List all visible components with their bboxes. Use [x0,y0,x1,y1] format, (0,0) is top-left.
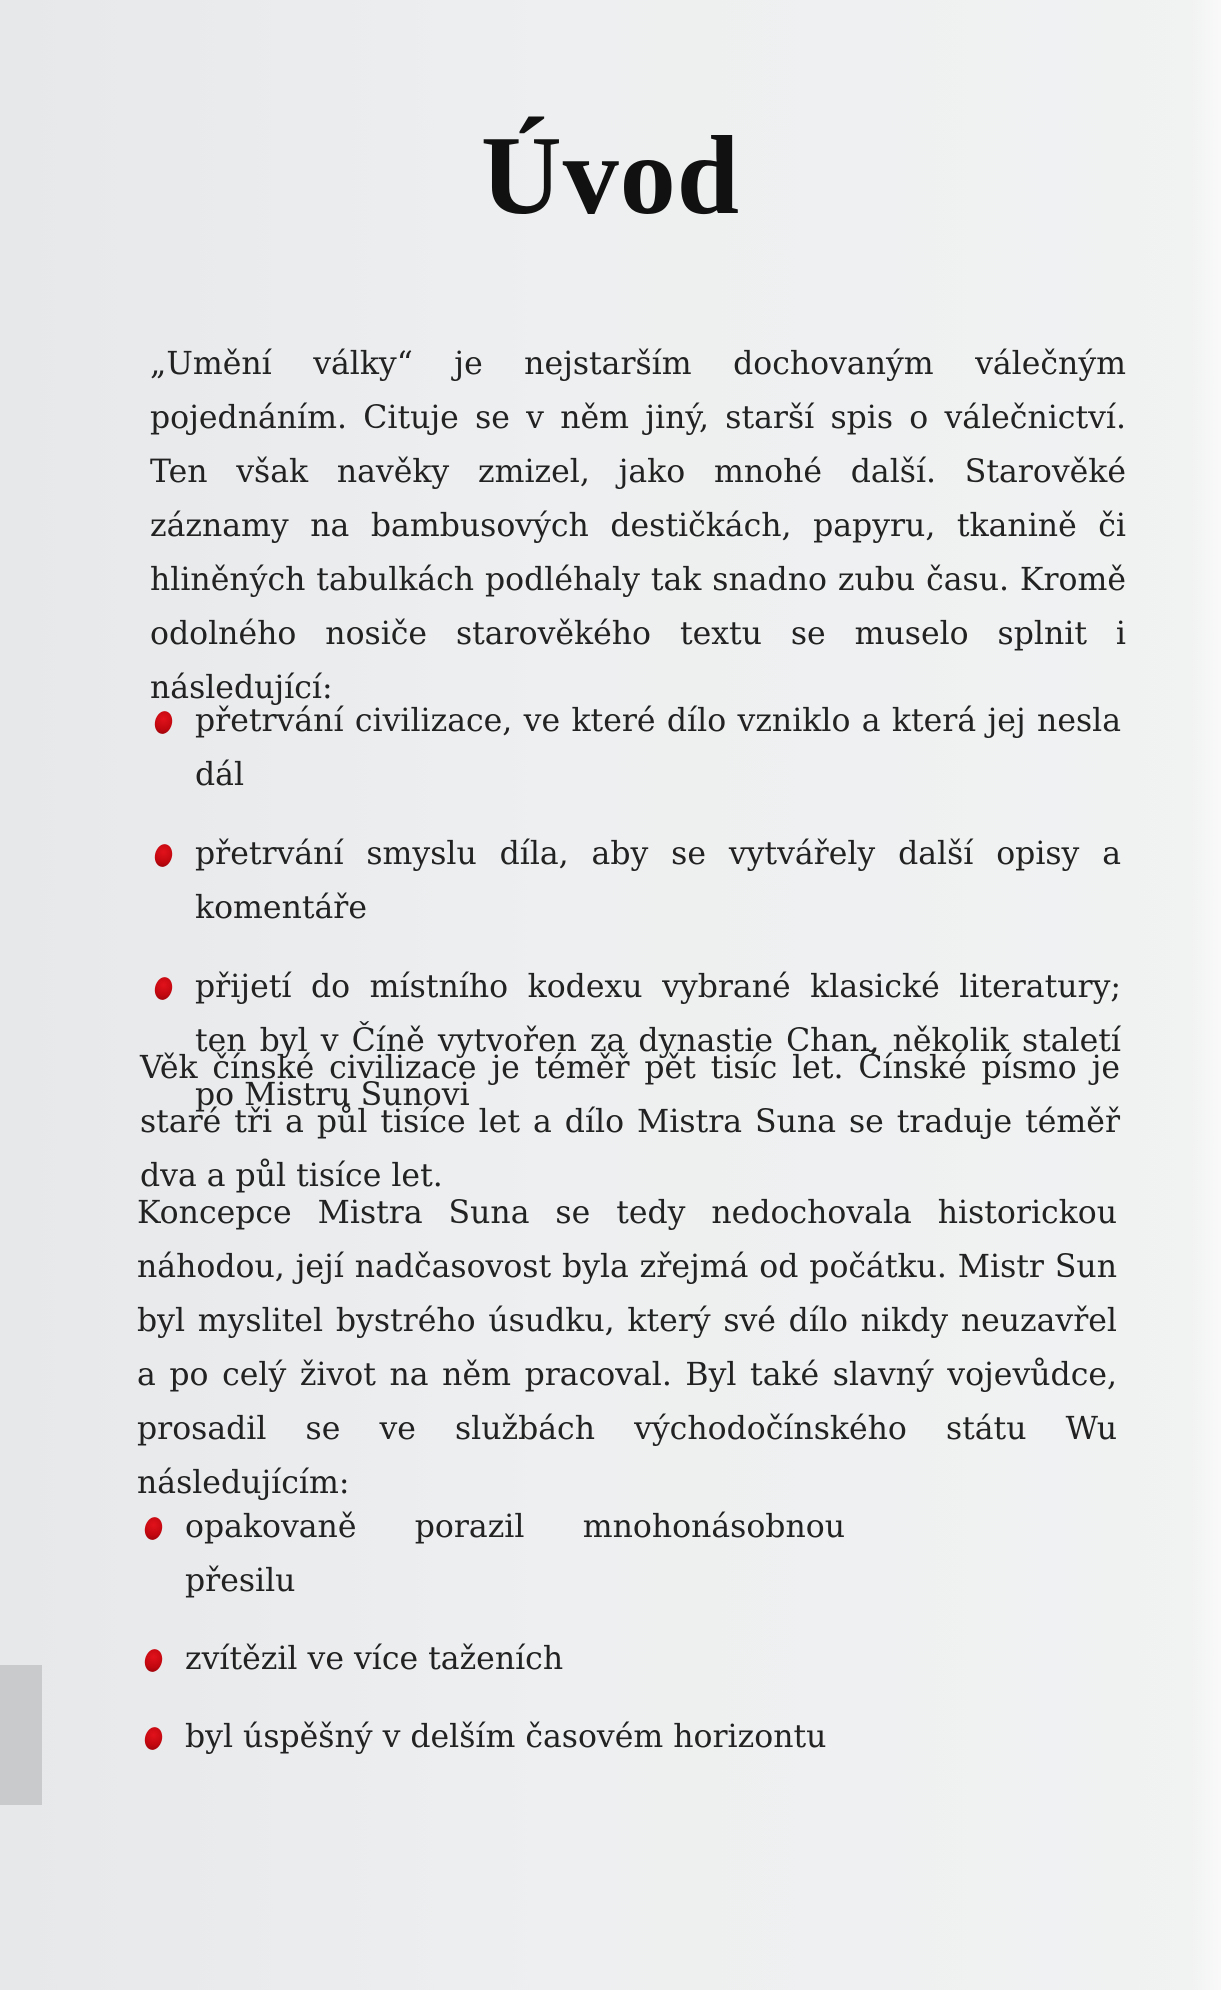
red-dot-bullet-icon [142,1725,164,1751]
list-item [155,694,1121,802]
red-dot-bullet-icon [142,1647,164,1673]
page-edge-highlight [1191,0,1221,1990]
achievements-list [145,1500,845,1788]
list-item [145,1632,845,1686]
list-item-text: opakovaně porazil mnohonásobnou přesilu [185,1509,845,1599]
age-paragraph: Věk čínské civilizace je téměř pět tisíc let. Čínské písmo je staré tři a půl tisíce let a dílo Mistra Suna se traduje téměř dva a půl tisíce let. [140,1050,1120,1194]
intro-paragraph: „Umění války“ je nejstarším dochovaným válečným pojednáním. Cituje se v něm jiný, starší spis o válečnictví. Ten však navěky zmizel, jako mnohé další. Starověké záznamy na bambusových destičkách, papyru, tkanině či hliněných tabulkách podléhaly tak snadno zubu času. Kromě odolného nosiče starověkého textu se muselo splnit i následující: [150,346,1126,706]
list-item-text: přijetí do místního kodexu vybrané klasické literatury; ten byl v Číně vytvořen za dynastie Chan, několik staletí po Mistru Sunovi [195,969,1121,1113]
list-item [145,1500,845,1608]
list-item [145,1710,845,1764]
page-title: Úvod [480,114,741,238]
red-dot-bullet-icon [152,842,174,868]
list-item-text: byl úspěšný v delším časovém horizontu [185,1719,827,1755]
red-dot-bullet-icon [142,1515,164,1541]
list-item-text: zvítězil ve více taženích [185,1641,564,1677]
red-dot-bullet-icon [152,709,174,735]
list-item [155,827,1121,935]
red-dot-bullet-icon [152,975,174,1001]
list-item-text: přetrvání civilizace, ve které dílo vzniklo a která jej nesla dál [195,703,1121,793]
list-item-text: přetrvání smyslu díla, aby se vytvářely další opisy a komentáře [195,836,1121,926]
page-edge-tab [0,1665,42,1805]
concept-paragraph: Koncepce Mistra Suna se tedy nedochovala historickou náhodou, její nadčasovost byla zřejmá od počátku. Mistr Sun byl myslitel bystrého úsudku, který své dílo nikdy neuzavřel a po celý život na něm pracoval. Byl také slavný vojevůdce, prosadil se ve službách východočínského státu Wu následujícím: [137,1195,1117,1501]
